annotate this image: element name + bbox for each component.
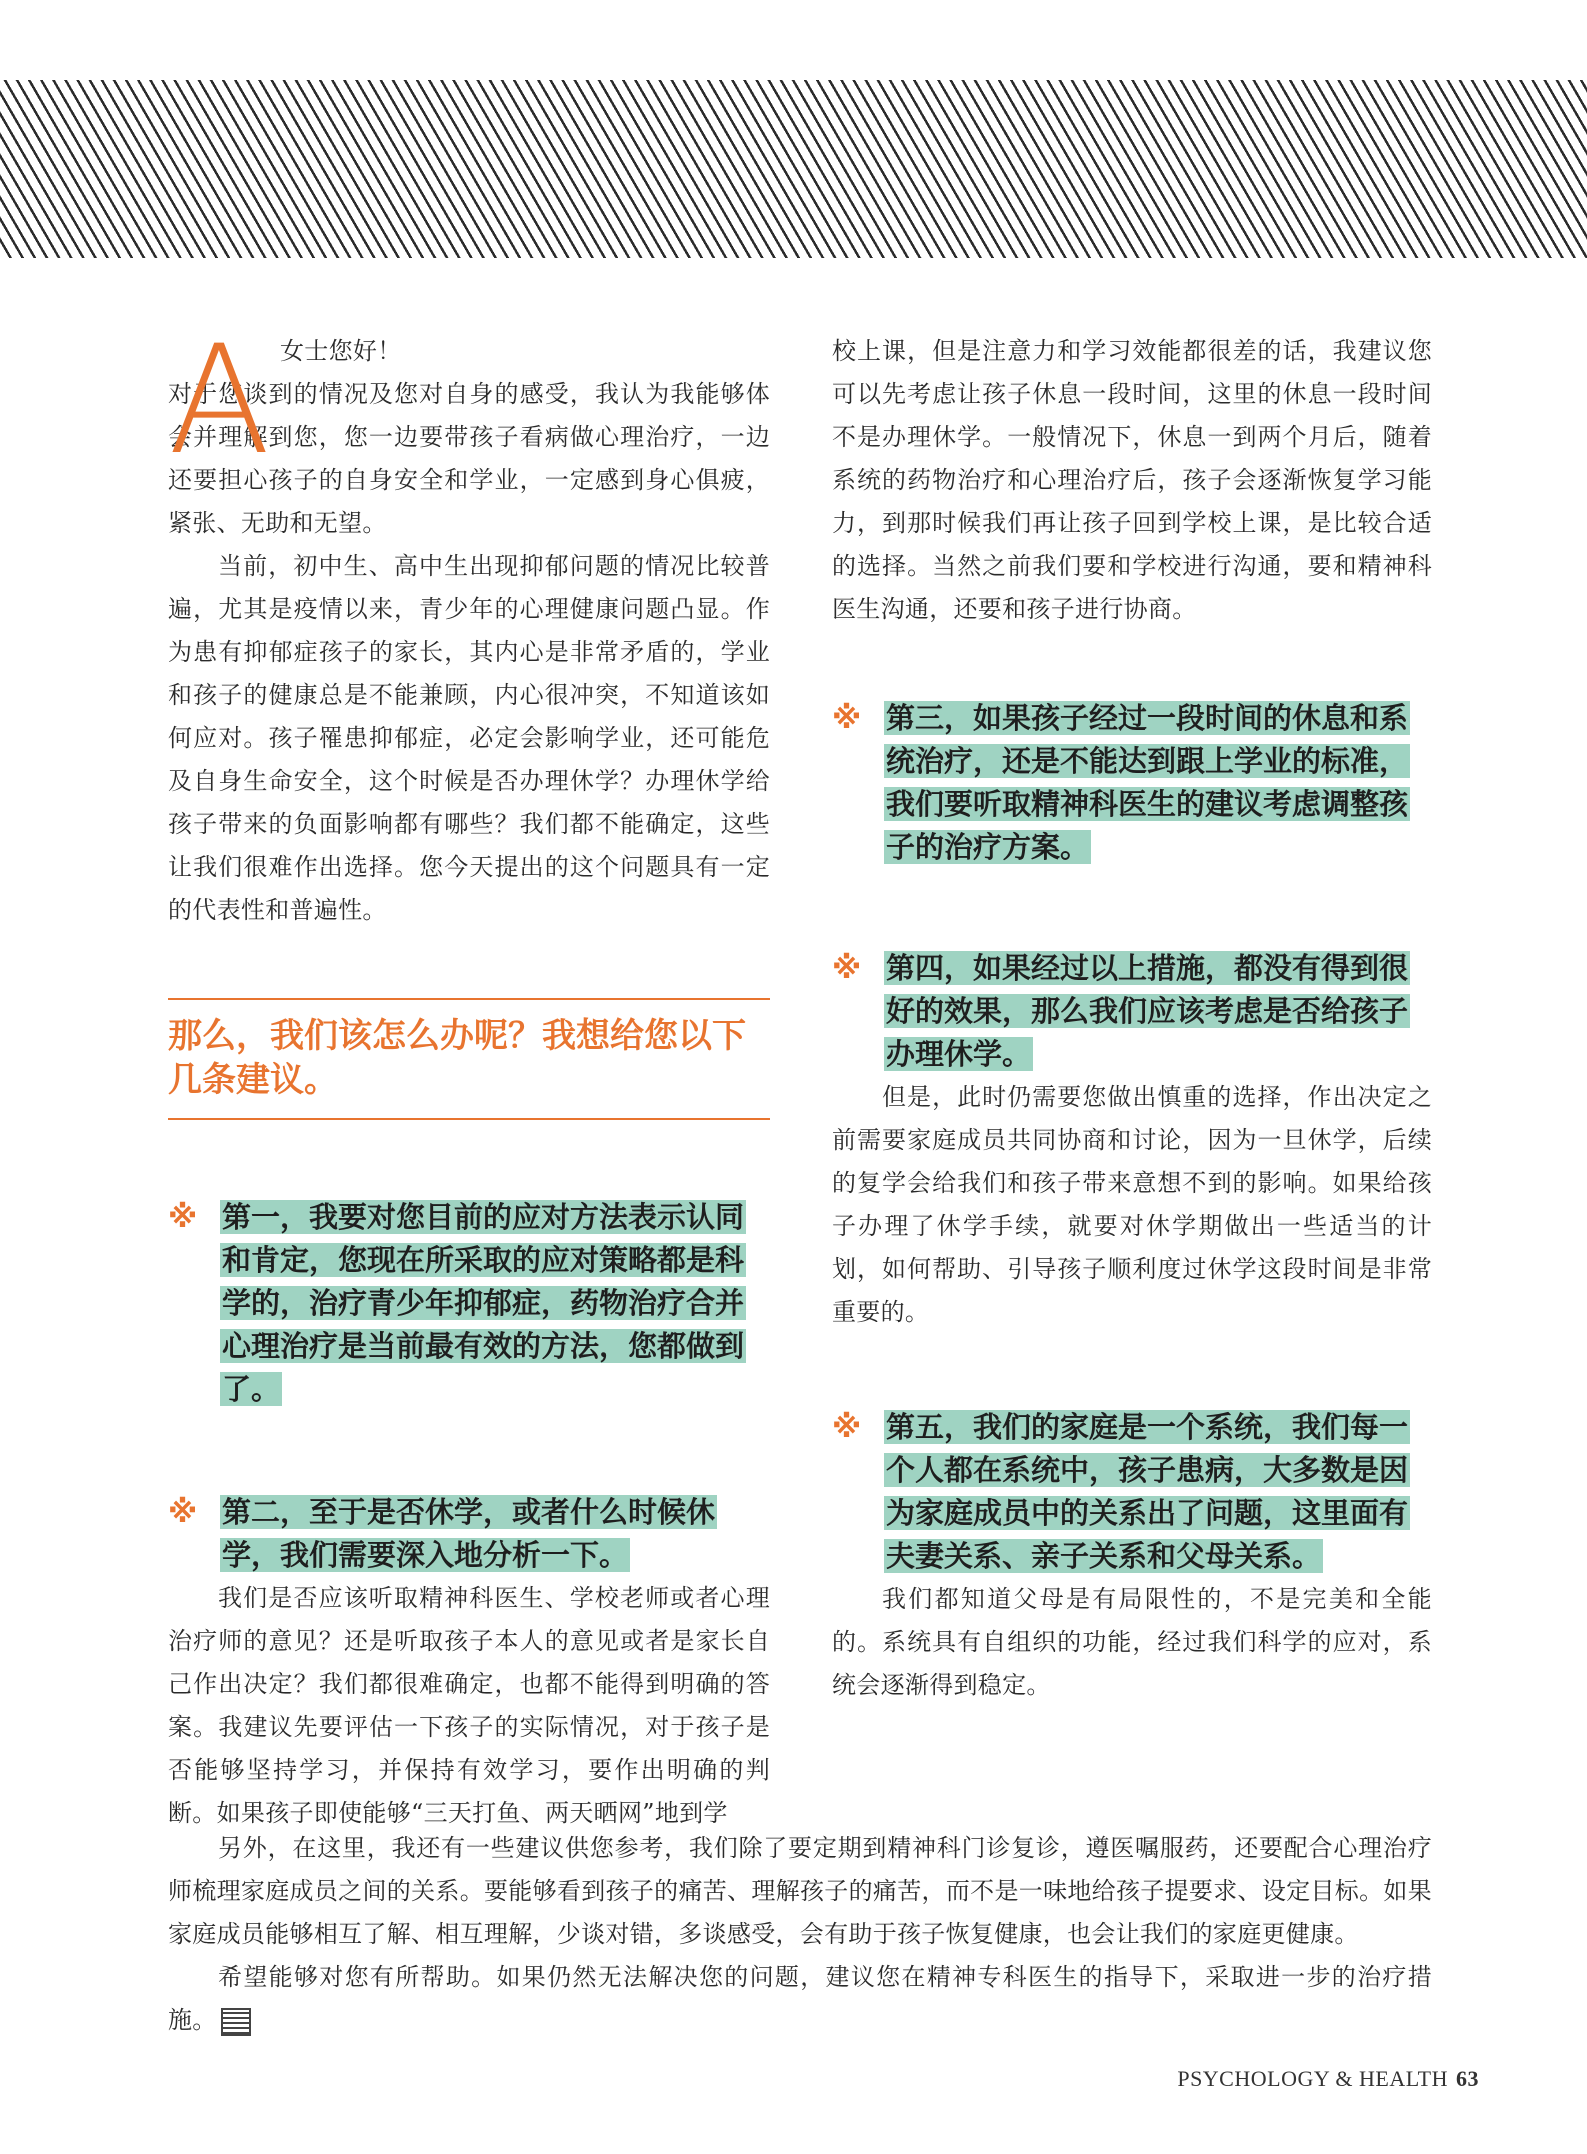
advice-point-4-body: 但是，此时仍需要您做出慎重的选择，作出决定之前需要家庭成员共同协商和讨论，因为一旦休学，后续的复学会给我们和孩子带来意想不到的影响。如果给孩子办理了休学手续，就要对休学期做出一些适当的计划，如何帮助、引导孩子顺利度过休学这段时间是非常重要的。: [832, 1083, 1432, 1326]
advice-point-3: [832, 697, 1432, 869]
advice-point-2-body: 我们是否应该听取精神科医生、学校老师或者心理治疗师的意见？还是听取孩子本人的意见或者是家长自己作出决定？我们都很难确定，也都不能得到明确的答案。我建议先要评估一下孩子的实际情况，对于孩子是否能够坚持学习，并保持有效学习，要作出明确的判断。如果孩子即使能够“三天打鱼、两天晒网”地到学: [168, 1584, 770, 1827]
advice-point-1-text: 第一，我要对您目前的应对方法表示认同和肯定，您现在所采取的应对策略都是科学的，治疗青少年抑郁症，药物治疗合并心理治疗是当前最有效的方法，您都做到了。: [222, 1200, 745, 1406]
advice-point-1: [168, 1196, 770, 1411]
reference-mark-icon: ※: [832, 951, 862, 986]
closing-paragraph-2-text: 希望能够对您有所帮助。如果仍然无法解决您的问题，建议您在精神专科医生的指导下，采取进一步的治疗措施。: [168, 1963, 1432, 2034]
reference-mark-icon: ※: [168, 1495, 198, 1530]
page-number: 63: [1456, 2066, 1479, 2091]
advice-point-2-text: 第二，至于是否休学，或者什么时候休学，我们需要深入地分析一下。: [222, 1495, 716, 1572]
page-footer: [1177, 2066, 1479, 2092]
intro-paragraph-1-text: 对于您谈到的情况及您对自身的感受，我认为我能够体会并理解到您，您一边要带孩子看病做心理治疗，一边还要担心孩子的自身安全和学业，一定感到身心俱疲，紧张、无助和无望。: [168, 380, 770, 537]
closing-paragraph-2: [168, 1956, 1432, 2042]
advice-point-4-text: 第四，如果经过以上措施，都没有得到很好的效果，那么我们应该考虑是否给孩子办理休学。: [886, 951, 1409, 1071]
section-heading-box: [168, 998, 770, 1120]
right-column: [832, 330, 1432, 1707]
drop-cap: A: [168, 314, 271, 488]
greeting: 女士您好！: [280, 337, 402, 365]
reference-mark-icon: ※: [832, 1410, 862, 1445]
magazine-name: PSYCHOLOGY & HEALTH: [1177, 2066, 1448, 2091]
closing-paragraph-1: 另外，在这里，我还有一些建议供您参考，我们除了要定期到精神科门诊复诊，遵医嘱服药，还要配合心理治疗师梳理家庭成员之间的关系。要能够看到孩子的痛苦、理解孩子的痛苦，而不是一味地给孩子提要求、设定目标。如果家庭成员能够相互了解、相互理解，少谈对错，多谈感受，会有助于孩子恢复健康，也会让我们的家庭更健康。: [168, 1834, 1432, 1948]
header-stripe-decoration: [0, 80, 1587, 258]
left-column: [168, 314, 770, 1835]
advice-point-2-continued: 校上课，但是注意力和学习效能都很差的话，我建议您可以先考虑让孩子休息一段时间，这里的休息一段时间不是办理休学。一般情况下，休息一到两个月后，随着系统的药物治疗和心理治疗后，孩子会逐渐恢复学习能力，到那时候我们再让孩子回到学校上课，是比较合适的选择。当然之前我们要和学校进行沟通，要和精神科医生沟通，还要和孩子进行协商。: [832, 337, 1432, 623]
end-mark-icon: [221, 2008, 251, 2036]
section-heading: 那么，我们该怎么办呢？我想给您以下几条建议。: [168, 1016, 746, 1100]
advice-point-5: [832, 1406, 1432, 1578]
advice-point-4: [832, 947, 1432, 1076]
advice-point-5-body: 我们都知道父母是有局限性的，不是完美和全能的。系统具有自组织的功能，经过我们科学的应对，系统会逐渐得到稳定。: [832, 1585, 1432, 1699]
advice-point-2: [168, 1491, 770, 1577]
closing-block: [168, 1827, 1432, 2042]
intro-paragraph-2: 当前，初中生、高中生出现抑郁问题的情况比较普遍，尤其是疫情以来，青少年的心理健康问题凸显。作为患有抑郁症孩子的家长，其内心是非常矛盾的，学业和孩子的健康总是不能兼顾，内心很冲突，不知道该如何应对。孩子罹患抑郁症，必定会影响学业，还可能危及自身生命安全，这个时候是否办理休学？办理休学给孩子带来的负面影响都有哪些？我们都不能确定，这些让我们很难作出选择。您今天提出的这个问题具有一定的代表性和普遍性。: [168, 552, 770, 924]
reference-mark-icon: ※: [832, 701, 862, 736]
advice-point-5-text: 第五，我们的家庭是一个系统，我们每一个人都在系统中，孩子患病，大多数是因为家庭成员中的关系出了问题，这里面有夫妻关系、亲子关系和父母关系。: [886, 1410, 1409, 1573]
advice-point-3-text: 第三，如果孩子经过一段时间的休息和系统治疗，还是不能达到跟上学业的标准，我们要听取精神科医生的建议考虑调整孩子的治疗方案。: [886, 701, 1409, 864]
reference-mark-icon: ※: [168, 1200, 198, 1235]
